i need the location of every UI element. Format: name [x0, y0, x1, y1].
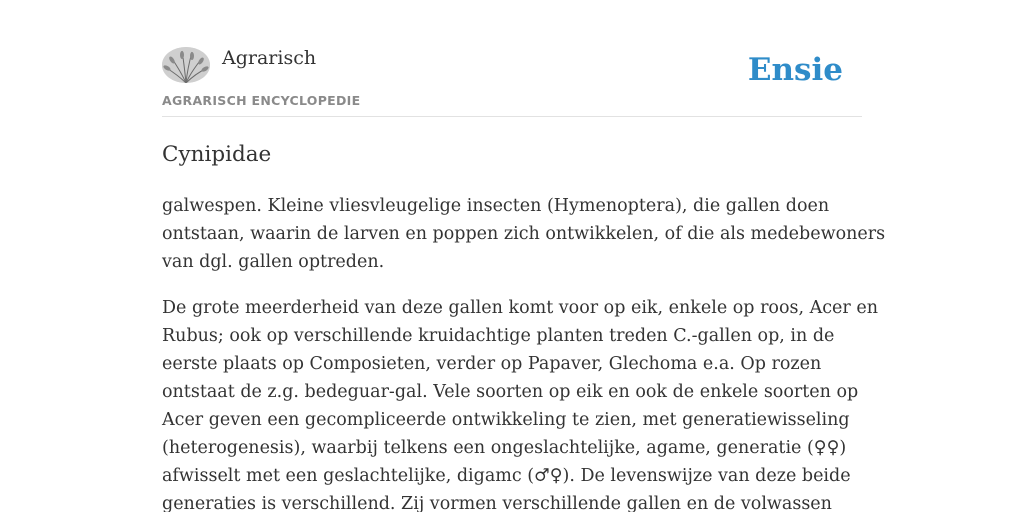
text-line: Acer geven een gecompliceerde ontwikkeling te zien, met generatiewisseling [162, 410, 850, 430]
text-line: galwespen. Kleine vliesvleugelige insecten (Hymenoptera), die gallen doen [162, 196, 830, 216]
content-container [162, 0, 886, 512]
text-line: afwisselt met een geslachtelijke, digamc (♂♀). De levenswijze van deze beide [162, 466, 851, 486]
text-line: ontstaat de z.g. bedeguar-gal. Vele soorten op eik en ook de enkele soorten op [162, 382, 859, 402]
article-body [162, 192, 886, 512]
paragraph [162, 192, 886, 276]
paragraph [162, 294, 878, 512]
text-line: ontstaan, waarin de larven en poppen zich ontwikkelen, of die als medebewoners [162, 224, 886, 244]
text-line: (heterogenesis), waarbij telkens een ongeslachtelijke, agame, generatie (♀♀) [162, 438, 847, 458]
wheat-ears-logo-icon[interactable] [162, 47, 210, 83]
text-line: De grote meerderheid van deze gallen komt voor op eik, enkele op roos, Acer en [162, 298, 878, 318]
text-line: generaties is verschillend. Zij vormen verschillende gallen en de volwassen [162, 494, 832, 512]
text-line: eerste plaats op Composieten, verder op Papaver, Glechoma e.a. Op rozen [162, 354, 822, 374]
ensie-brand-link[interactable]: Ensie [747, 52, 843, 88]
text-line: van dgl. gallen optreden. [162, 252, 385, 272]
source-name[interactable]: Agrarisch [222, 47, 317, 69]
text-line: Rubus; ook op verschillende kruidachtige planten treden C.-gallen op, in de [162, 326, 835, 346]
article-title: Cynipidae [162, 142, 272, 167]
header [162, 0, 862, 117]
source-subtitle[interactable]: AGRARISCH ENCYCLOPEDIE [162, 93, 361, 108]
